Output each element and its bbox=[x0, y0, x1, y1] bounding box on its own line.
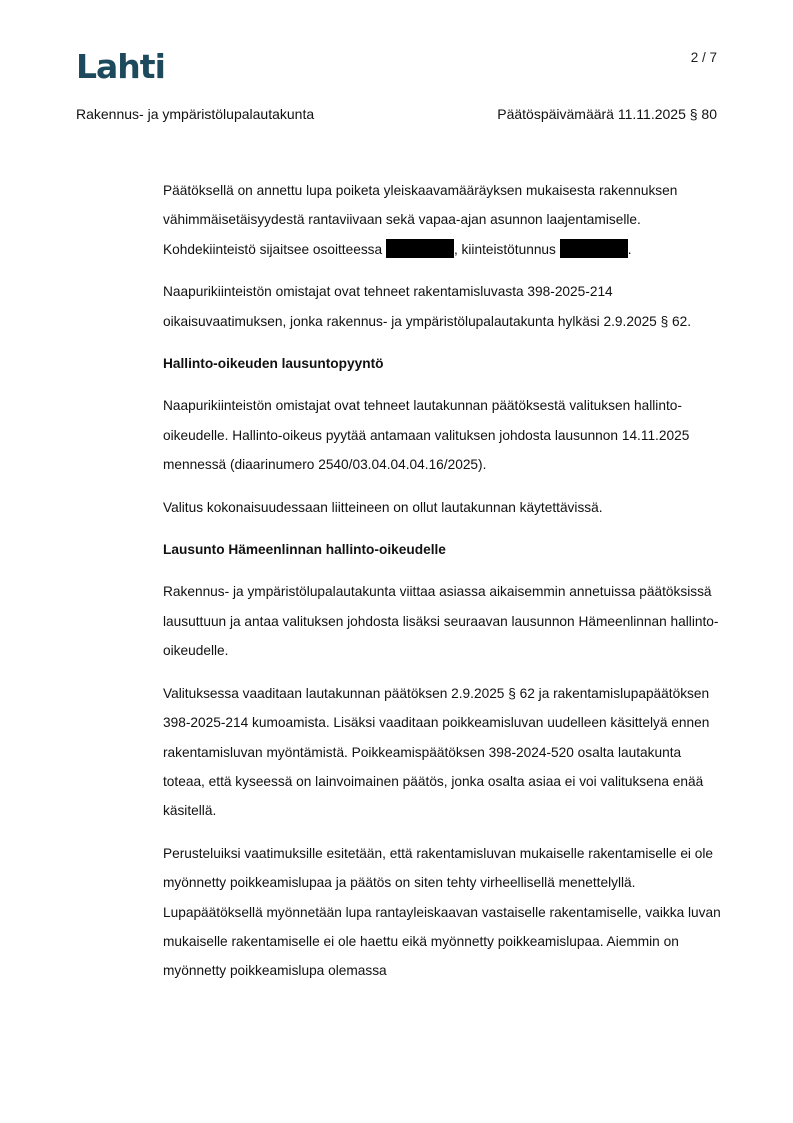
paragraph-text: Päätöksellä on annettu lupa poiketa yleiskaavamääräyksen mukaisesta rakennuksen vähimmäisetäisyydestä rantaviivaan sekä vapaa-ajan asunnon laajentamiselle. Kohdekiinteistö sijaitsee osoitteessa bbox=[163, 183, 678, 257]
paragraph-text: . bbox=[627, 241, 632, 257]
section-heading: Lausunto Hämeenlinnan hallinto-oikeudelle bbox=[163, 542, 446, 558]
section-heading: Hallinto-oikeuden lausuntopyyntö bbox=[163, 356, 384, 372]
redaction-address bbox=[386, 239, 454, 258]
document-body bbox=[163, 176, 723, 999]
lahti-logo bbox=[76, 48, 168, 82]
paragraph: Naapurikiinteistön omistajat ovat tehneet rakentamisluvasta 398-2025-214 oikaisuvaatimuksen, jonka rakennus- ja ympäristölupalautakunta hylkäsi 2.9.2025 § 62. bbox=[163, 284, 692, 329]
department-name: Rakennus- ja ympäristölupalautakunta bbox=[76, 106, 315, 122]
paragraph-text: , kiinteistötunnus bbox=[453, 241, 560, 257]
logo-text: Lahti bbox=[76, 48, 165, 82]
paragraph: Valitus kokonaisuudessaan liitteineen on ollut lautakunnan käytettävissä. bbox=[163, 499, 603, 515]
decision-date: Päätöspäivämäärä 11.11.2025 § 80 bbox=[497, 106, 717, 122]
paragraph: Perusteluiksi vaatimuksille esitetään, että rakentamisluvan mukaiselle rakentamiselle ei ole myönnetty poikkeamislupaa ja päätös on siten tehty virheellisellä menettelyllä. Lupapäätöksellä myönnetään lupa rantayleiskaavan vastaiselle rakentamiselle, vaikka luvan mukaiselle rakentamiselle ei ole haettu eikä myönnetty poikkeamislupaa. Aiemmin on myönnetty poikkeamislupa olemassa bbox=[163, 845, 721, 979]
paragraph: Rakennus- ja ympäristölupalautakunta viittaa asiassa aikaisemmin annetuissa päätöksissä lausuttuun ja antaa valituksen johdosta lisäksi seuraavan lausunnon Hämeenlinnan hallinto-oikeudelle. bbox=[163, 584, 719, 659]
page-number: 2 / 7 bbox=[690, 50, 717, 65]
redaction-property-id bbox=[560, 239, 628, 258]
paragraph: Valituksessa vaaditaan lautakunnan päätöksen 2.9.2025 § 62 ja rakentamislupapäätöksen 398-2025-214 kumoamista. Lisäksi vaaditaan poikkeamisluvan uudelleen käsittelyä ennen rakentamisluvan myöntämistä. Poikkeamispäätöksen 398-2024-520 osalta lautakunta toteaa, että kyseessä on lainvoimainen päätös, jonka osalta asiaa ei voi valituksena enää käsitellä. bbox=[163, 685, 710, 819]
paragraph bbox=[163, 176, 723, 264]
paragraph: Naapurikiinteistön omistajat ovat tehneet lautakunnan päätöksestä valituksen hallinto-oikeudelle. Hallinto-oikeus pyytää antamaan valituksen johdosta lausunnon 14.11.2025 mennessä (diaarinumero 2540/03.04.04.04.16/2025). bbox=[163, 398, 690, 473]
